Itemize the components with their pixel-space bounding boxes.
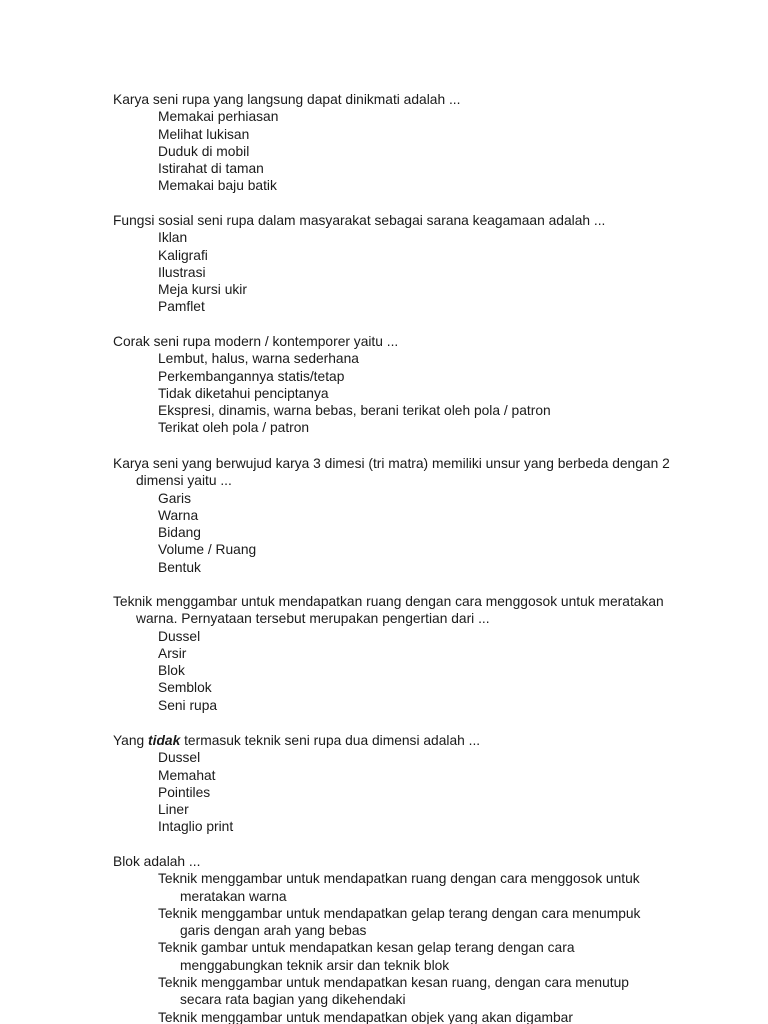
- question-text-before: Yang: [113, 733, 145, 748]
- option-item: Memakai baju batik: [158, 178, 277, 194]
- option-item: Volume / Ruang: [158, 542, 257, 558]
- option-item: Pointiles: [158, 784, 211, 800]
- question-5: [113, 593, 693, 714]
- option-item: Melihat lukisan: [158, 126, 250, 142]
- question-text-after: termasuk teknik seni rupa dua dimensi adalah ...: [184, 733, 481, 748]
- option-item: Bidang: [158, 525, 201, 541]
- option-item: Kaligrafi: [158, 247, 208, 263]
- option-item: Pamflet: [158, 299, 205, 315]
- option-item: Memahat: [158, 767, 216, 783]
- option-item: Dussel: [158, 750, 201, 766]
- option-item: Tidak diketahui penciptanya: [158, 385, 329, 401]
- option-item: Teknik menggambar untuk mendapatkan gelap terang dengan cara menumpuk garis dengan arah yang bebas: [158, 905, 641, 939]
- option-list: [113, 628, 693, 714]
- option-list: [113, 490, 693, 576]
- option-item: Teknik menggambar untuk mendapatkan ruang dengan cara menggosok untuk meratakan warna: [158, 871, 640, 904]
- option-item: Duduk di mobil: [158, 143, 250, 159]
- question-text: Karya seni rupa yang langsung dapat dinikmati adalah ...: [113, 92, 461, 107]
- option-item: Teknik gambar untuk mendapatkan kesan gelap terang dengan cara menggabungkan teknik arsir dan teknik blok: [158, 940, 575, 973]
- option-item: Meja kursi ukir: [158, 282, 247, 298]
- question-text: Teknik menggambar untuk mendapatkan ruang dengan cara menggosok untuk meratakan warna. Pernyataan tersebut merupakan pengertian dari ...: [113, 594, 664, 627]
- option-list: [113, 749, 693, 835]
- option-item: Teknik menggambar untuk mendapatkan kesan ruang, dengan cara menutup secara rata bagian yang dikehendaki: [158, 975, 629, 1008]
- option-item: Iklan: [158, 230, 188, 246]
- option-list: [113, 870, 648, 1024]
- question-text: Corak seni rupa modern / kontemporer yaitu ...: [113, 334, 399, 349]
- option-item: Garis: [158, 490, 191, 506]
- option-list: [113, 229, 693, 315]
- question-6: [113, 732, 693, 836]
- option-item: Intaglio print: [158, 819, 234, 835]
- option-item: Memakai perhiasan: [158, 109, 279, 125]
- option-item: Teknik menggambar untuk mendapatkan objek yang akan digambar: [158, 1009, 573, 1024]
- question-text: Blok adalah ...: [113, 854, 201, 869]
- option-item: Perkembangannya statis/tetap: [158, 368, 345, 384]
- option-item: Ekspresi, dinamis, warna bebas, berani terikat oleh pola / patron: [158, 403, 551, 419]
- emphasis-word: tidak: [148, 733, 181, 748]
- question-7: [113, 853, 693, 1024]
- option-item: Ilustrasi: [158, 264, 206, 280]
- question-text: [113, 732, 693, 749]
- option-item: Arsir: [158, 645, 187, 661]
- option-item: Lembut, halus, warna sederhana: [158, 351, 359, 367]
- option-item: Dussel: [158, 628, 201, 644]
- question-4: [113, 455, 693, 576]
- question-3: [113, 333, 693, 437]
- question-text: Fungsi sosial seni rupa dalam masyarakat sebagai sarana keagamaan adalah ...: [113, 213, 606, 228]
- option-list: [113, 350, 693, 436]
- option-item: Terikat oleh pola / patron: [158, 420, 310, 436]
- option-item: Liner: [158, 802, 189, 818]
- option-item: Semblok: [158, 680, 212, 696]
- option-list: [113, 108, 693, 194]
- option-item: Istirahat di taman: [158, 161, 264, 177]
- question-2: [113, 212, 693, 316]
- option-item: Bentuk: [158, 559, 201, 575]
- question-text: Karya seni yang berwujud karya 3 dimesi (tri matra) memiliki unsur yang berbeda dengan 2 dimensi yaitu ...: [113, 456, 670, 489]
- option-item: Warna: [158, 507, 199, 523]
- question-1: [113, 91, 693, 195]
- option-item: Seni rupa: [158, 697, 218, 713]
- option-item: Blok: [158, 663, 185, 679]
